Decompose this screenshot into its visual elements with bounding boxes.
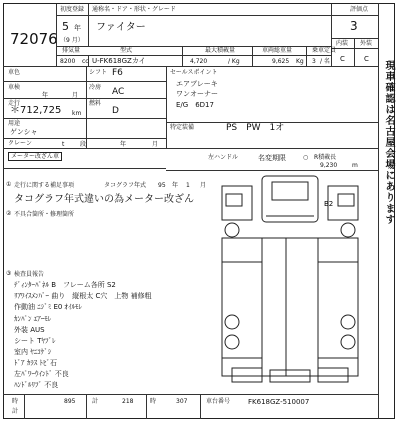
footer-value-2: 218: [122, 398, 134, 405]
gross-label: 車両総重量: [262, 47, 293, 54]
divider: [331, 4, 332, 66]
divider: [146, 394, 147, 419]
cap-label: 乗車定員: [312, 47, 337, 54]
crane-label: クレーン: [8, 140, 32, 147]
inspection-line: ﾃﾞｨﾝﾀｰﾊﾟﾈﾙ B フレーム各所 S2: [14, 281, 116, 289]
footer-label-4: 時: [150, 398, 157, 405]
chassis-label: 車台番号: [206, 398, 231, 405]
divider: [306, 46, 307, 66]
divider: [56, 4, 57, 66]
history-label: 用途: [8, 120, 21, 127]
mileage-label: 走行: [8, 100, 21, 107]
footer-label-1: 時: [12, 398, 19, 405]
divider: [3, 118, 166, 119]
inspection-line: 室内 ﾔﾆｺｹﾞｼ: [14, 348, 52, 356]
divider: [3, 66, 378, 67]
dimension-unit: m: [352, 162, 358, 169]
selling-point-1: エアブレーキ: [176, 80, 218, 88]
footer-value-3: 307: [176, 398, 188, 405]
year-unit: 年: [74, 24, 81, 32]
grade-header: 初度登録: [60, 6, 85, 13]
notes-circle: ①: [6, 181, 12, 188]
vehicle-diagram: [200, 172, 380, 390]
divider: [86, 66, 87, 148]
selling-point-2: ワンオーナー: [176, 90, 218, 98]
year-value: 5: [62, 20, 69, 33]
gross-unit: Kg: [296, 58, 304, 65]
mileage-unit: km: [72, 110, 82, 117]
meter-badge: メーター改ざん車: [8, 152, 62, 161]
inspection-line: ﾄﾞｱ ｶﾗｽ ﾄﾋﾞ石: [14, 359, 57, 367]
selling-points-label: セールスポイント: [170, 69, 218, 76]
divider: [166, 148, 378, 149]
divider: [3, 168, 166, 169]
divider: [252, 46, 253, 66]
selling-point-3: E/G 6D17: [176, 101, 214, 109]
footer-label-3: 計: [92, 398, 99, 405]
cc-unit: cc: [82, 58, 89, 65]
crane-pos: 段: [80, 141, 87, 148]
dimension-label: R積載長: [314, 154, 337, 161]
equipment-label: 特定装備: [170, 124, 195, 131]
interior-label: 内装: [336, 40, 349, 47]
divider: [3, 394, 378, 395]
divider: [3, 81, 166, 82]
divider: [86, 394, 87, 419]
model-code: U-FK618GZカイ: [92, 57, 146, 65]
cc-label: 排気量: [62, 47, 81, 54]
model-label: 型式: [120, 47, 133, 54]
divider: [56, 15, 331, 16]
tacho-month-unit: 月: [200, 182, 207, 189]
divider: [166, 66, 167, 148]
ac-label: 冷房: [89, 84, 102, 91]
left-handle-label: 左ハンドル: [208, 154, 239, 161]
notes-label: 走行に関する補足事項: [14, 182, 75, 189]
divider: [166, 170, 378, 171]
mileage-value: ＊712,725: [10, 105, 62, 116]
exterior-label: 外装: [360, 40, 373, 47]
footer-value-1: 895: [64, 398, 76, 405]
fuel-value: D: [112, 106, 119, 116]
equipment-value: PS PW 1オ: [226, 123, 285, 133]
ac-value: AC: [112, 87, 125, 97]
insp-month-unit: 月: [72, 92, 79, 99]
divider: [88, 4, 89, 46]
cc-value: 8200: [60, 58, 76, 65]
tacho-month: 1: [186, 182, 190, 189]
inspection-circle: ③: [6, 270, 12, 277]
history-value: ゲンシャ: [10, 128, 38, 136]
tacho-year: 95: [158, 182, 166, 189]
inspection-line: 作動油 ﾆｼﾞﾐ E0 ｵｲﾙﾓﾚ: [14, 303, 83, 311]
shift-value: F6: [112, 68, 123, 78]
divider: [331, 15, 378, 16]
crane-unit: t: [62, 141, 65, 148]
divider: [24, 394, 25, 419]
chassis-value: FK618GZ-510007: [248, 398, 310, 406]
inspection-line: ﾘｱﾜｲｽﾒﾝﾊﾞｰ 曲り 縦根太 C穴 上物 補修粗: [14, 292, 152, 300]
divider: [378, 3, 379, 419]
divider: [3, 98, 166, 99]
name-change-label: 名変期限: [258, 154, 286, 162]
divider: [88, 55, 89, 66]
tacho-year-unit: 年: [172, 182, 179, 189]
tacho-label: タコグラフ年式: [104, 182, 147, 189]
divider: [3, 138, 166, 139]
load-unit: / Kg: [228, 58, 240, 65]
remark: タコグラフ年式違いの為メーター改ざん: [14, 194, 194, 205]
notes-circle-2: ②: [6, 210, 12, 217]
divider: [56, 55, 331, 56]
inspection-line: 外装 AUS: [14, 326, 45, 334]
divider: [182, 46, 183, 66]
load-value: 4,720: [190, 58, 208, 65]
interior-value: C: [340, 55, 345, 63]
gross-value: 9,625: [272, 58, 290, 65]
inspection-line: シート Tﾔﾌﾞﾚ: [14, 337, 56, 345]
exterior-value: C: [364, 55, 369, 63]
insp-year-unit: 年: [42, 92, 49, 99]
diagram-marker: B2: [324, 200, 334, 208]
car-name: ファイター: [96, 22, 146, 33]
divider: [331, 48, 378, 49]
handle-mark: ○: [303, 154, 309, 161]
cap-unit: / 名: [320, 58, 330, 65]
cap-value: 3: [312, 58, 316, 65]
divider: [200, 394, 201, 419]
inspection-label: 車検: [8, 84, 21, 91]
lot-number: 72076: [10, 30, 58, 48]
color-label: 車色: [8, 69, 21, 76]
model-header: 通称名・ドア・形状・グレード: [92, 6, 176, 13]
dimension-value: 9,230: [320, 162, 338, 169]
inspection-line: ﾊﾝﾄﾞﾙﾘﾌﾞ 不良: [14, 381, 59, 389]
month-value: （9 月）: [60, 37, 84, 44]
score-header: 評価点: [350, 6, 369, 13]
divider: [3, 148, 166, 149]
date-year: 年: [120, 141, 127, 148]
score-value: 3: [350, 19, 358, 33]
load-label: 最大積載量: [205, 47, 236, 54]
defects-label: 不具合箇所・修理箇所: [14, 211, 75, 218]
side-banner: 現車確認は名古屋会場にあります: [383, 60, 394, 225]
inspection-line: 左ﾊﾟﾜｰｳｲﾝﾄﾞ 不良: [14, 370, 69, 378]
inspection-label: 検査員報告: [14, 271, 45, 278]
divider: [354, 38, 355, 66]
footer-label-2: 計: [12, 408, 19, 415]
date-month: 月: [152, 141, 159, 148]
fuel-label: 燃料: [89, 100, 102, 107]
inspection-line: ｶﾝﾊﾟﾝ ｴｱｰﾓﾚ: [14, 315, 52, 323]
shift-label: シフト: [89, 69, 108, 76]
